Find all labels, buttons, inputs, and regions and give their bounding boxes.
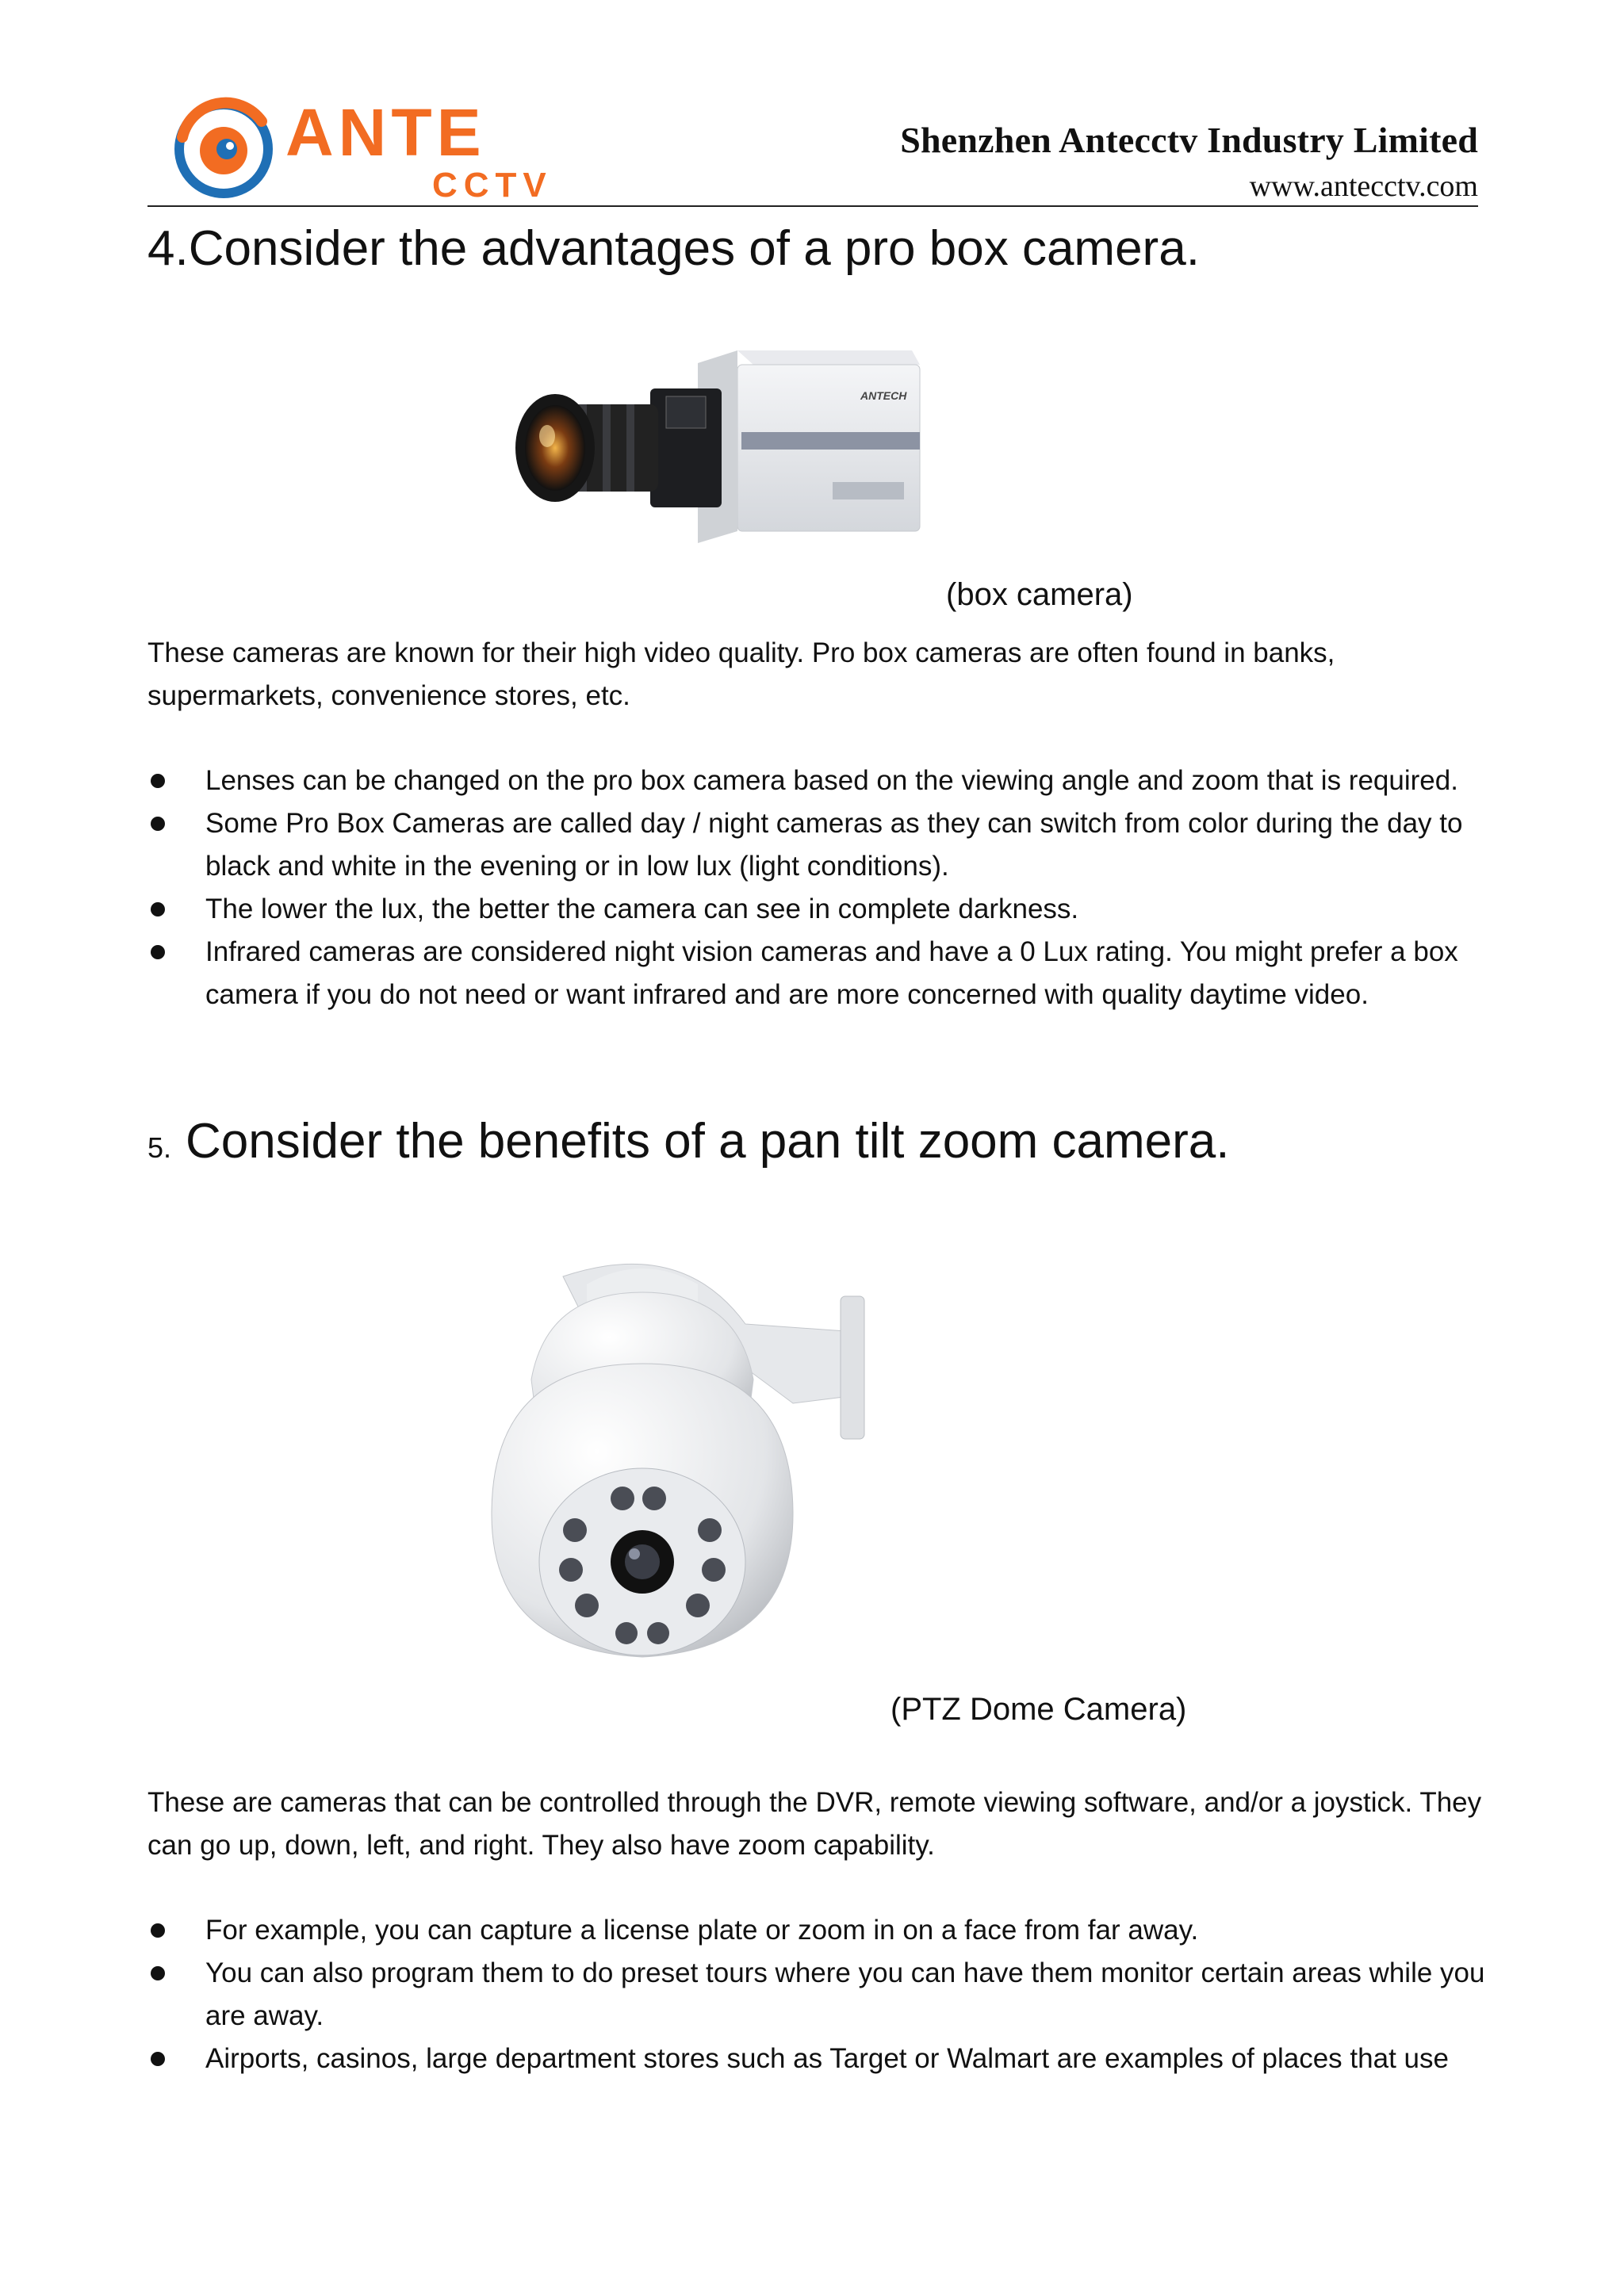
ante-cctv-logo <box>167 94 579 205</box>
bullet-icon <box>151 945 165 959</box>
logo-sub-text: CCTV <box>432 166 553 205</box>
header-divider <box>147 205 1478 207</box>
section5-heading <box>147 1113 1230 1169</box>
section5-intro: These are cameras that can be controlled through the DVR, remote viewing software, and/or a joystick. They can go up, down, left, and right. They also have zoom capability. <box>147 1787 1482 1861</box>
section5-bullet-list <box>147 1909 1488 2080</box>
ptz-dome-camera-image <box>444 1237 872 1681</box>
logo-main-text: ANTE <box>285 95 486 170</box>
section5-number: 5. <box>147 1131 172 1164</box>
list-item: Some Pro Box Cameras are called day / night cameras as they can switch from color during the day to black and white in the evening or in low lux (light conditions). <box>147 802 1488 888</box>
box-camera-image <box>500 341 928 563</box>
camera-brand-label: ANTECH <box>860 389 907 402</box>
bullet-icon <box>151 817 165 831</box>
box-camera-caption: (box camera) <box>946 577 1133 612</box>
bullet-icon <box>151 2052 165 2066</box>
section4-bullet-list <box>147 760 1488 1016</box>
bullet-icon <box>151 1923 165 1938</box>
section4-heading: 4.Consider the advantages of a pro box camera. <box>147 221 1200 276</box>
list-item: Lenses can be changed on the pro box camera based on the viewing angle and zoom that is required. <box>147 760 1488 802</box>
company-block <box>900 119 1478 204</box>
bullet-icon <box>151 902 165 916</box>
section5-heading-text: Consider the benefits of a pan tilt zoom camera. <box>186 1114 1230 1169</box>
company-name: Shenzhen Antecctv Industry Limited <box>900 120 1478 160</box>
list-item: Airports, casinos, large department stores such as Target or Walmart are examples of places that use <box>147 2038 1488 2080</box>
list-item: You can also program them to do preset tours where you can have them monitor certain areas while you are away. <box>147 1952 1488 2038</box>
bullet-icon <box>151 1966 165 1980</box>
section4-intro: These cameras are known for their high video quality. Pro box cameras are often found in banks, supermarkets, convenience stores, etc. <box>147 637 1335 711</box>
company-website: www.antecctv.com <box>1249 170 1478 203</box>
list-item: Infrared cameras are considered night vision cameras and have a 0 Lux rating. You might prefer a box camera if you do not need or want infrared and are more concerned with quality daytime video. <box>147 931 1488 1016</box>
list-item: For example, you can capture a license plate or zoom in on a face from far away. <box>147 1909 1488 1952</box>
bullet-icon <box>151 774 165 788</box>
list-item: The lower the lux, the better the camera can see in complete darkness. <box>147 888 1488 931</box>
ptz-camera-caption: (PTZ Dome Camera) <box>891 1692 1187 1727</box>
